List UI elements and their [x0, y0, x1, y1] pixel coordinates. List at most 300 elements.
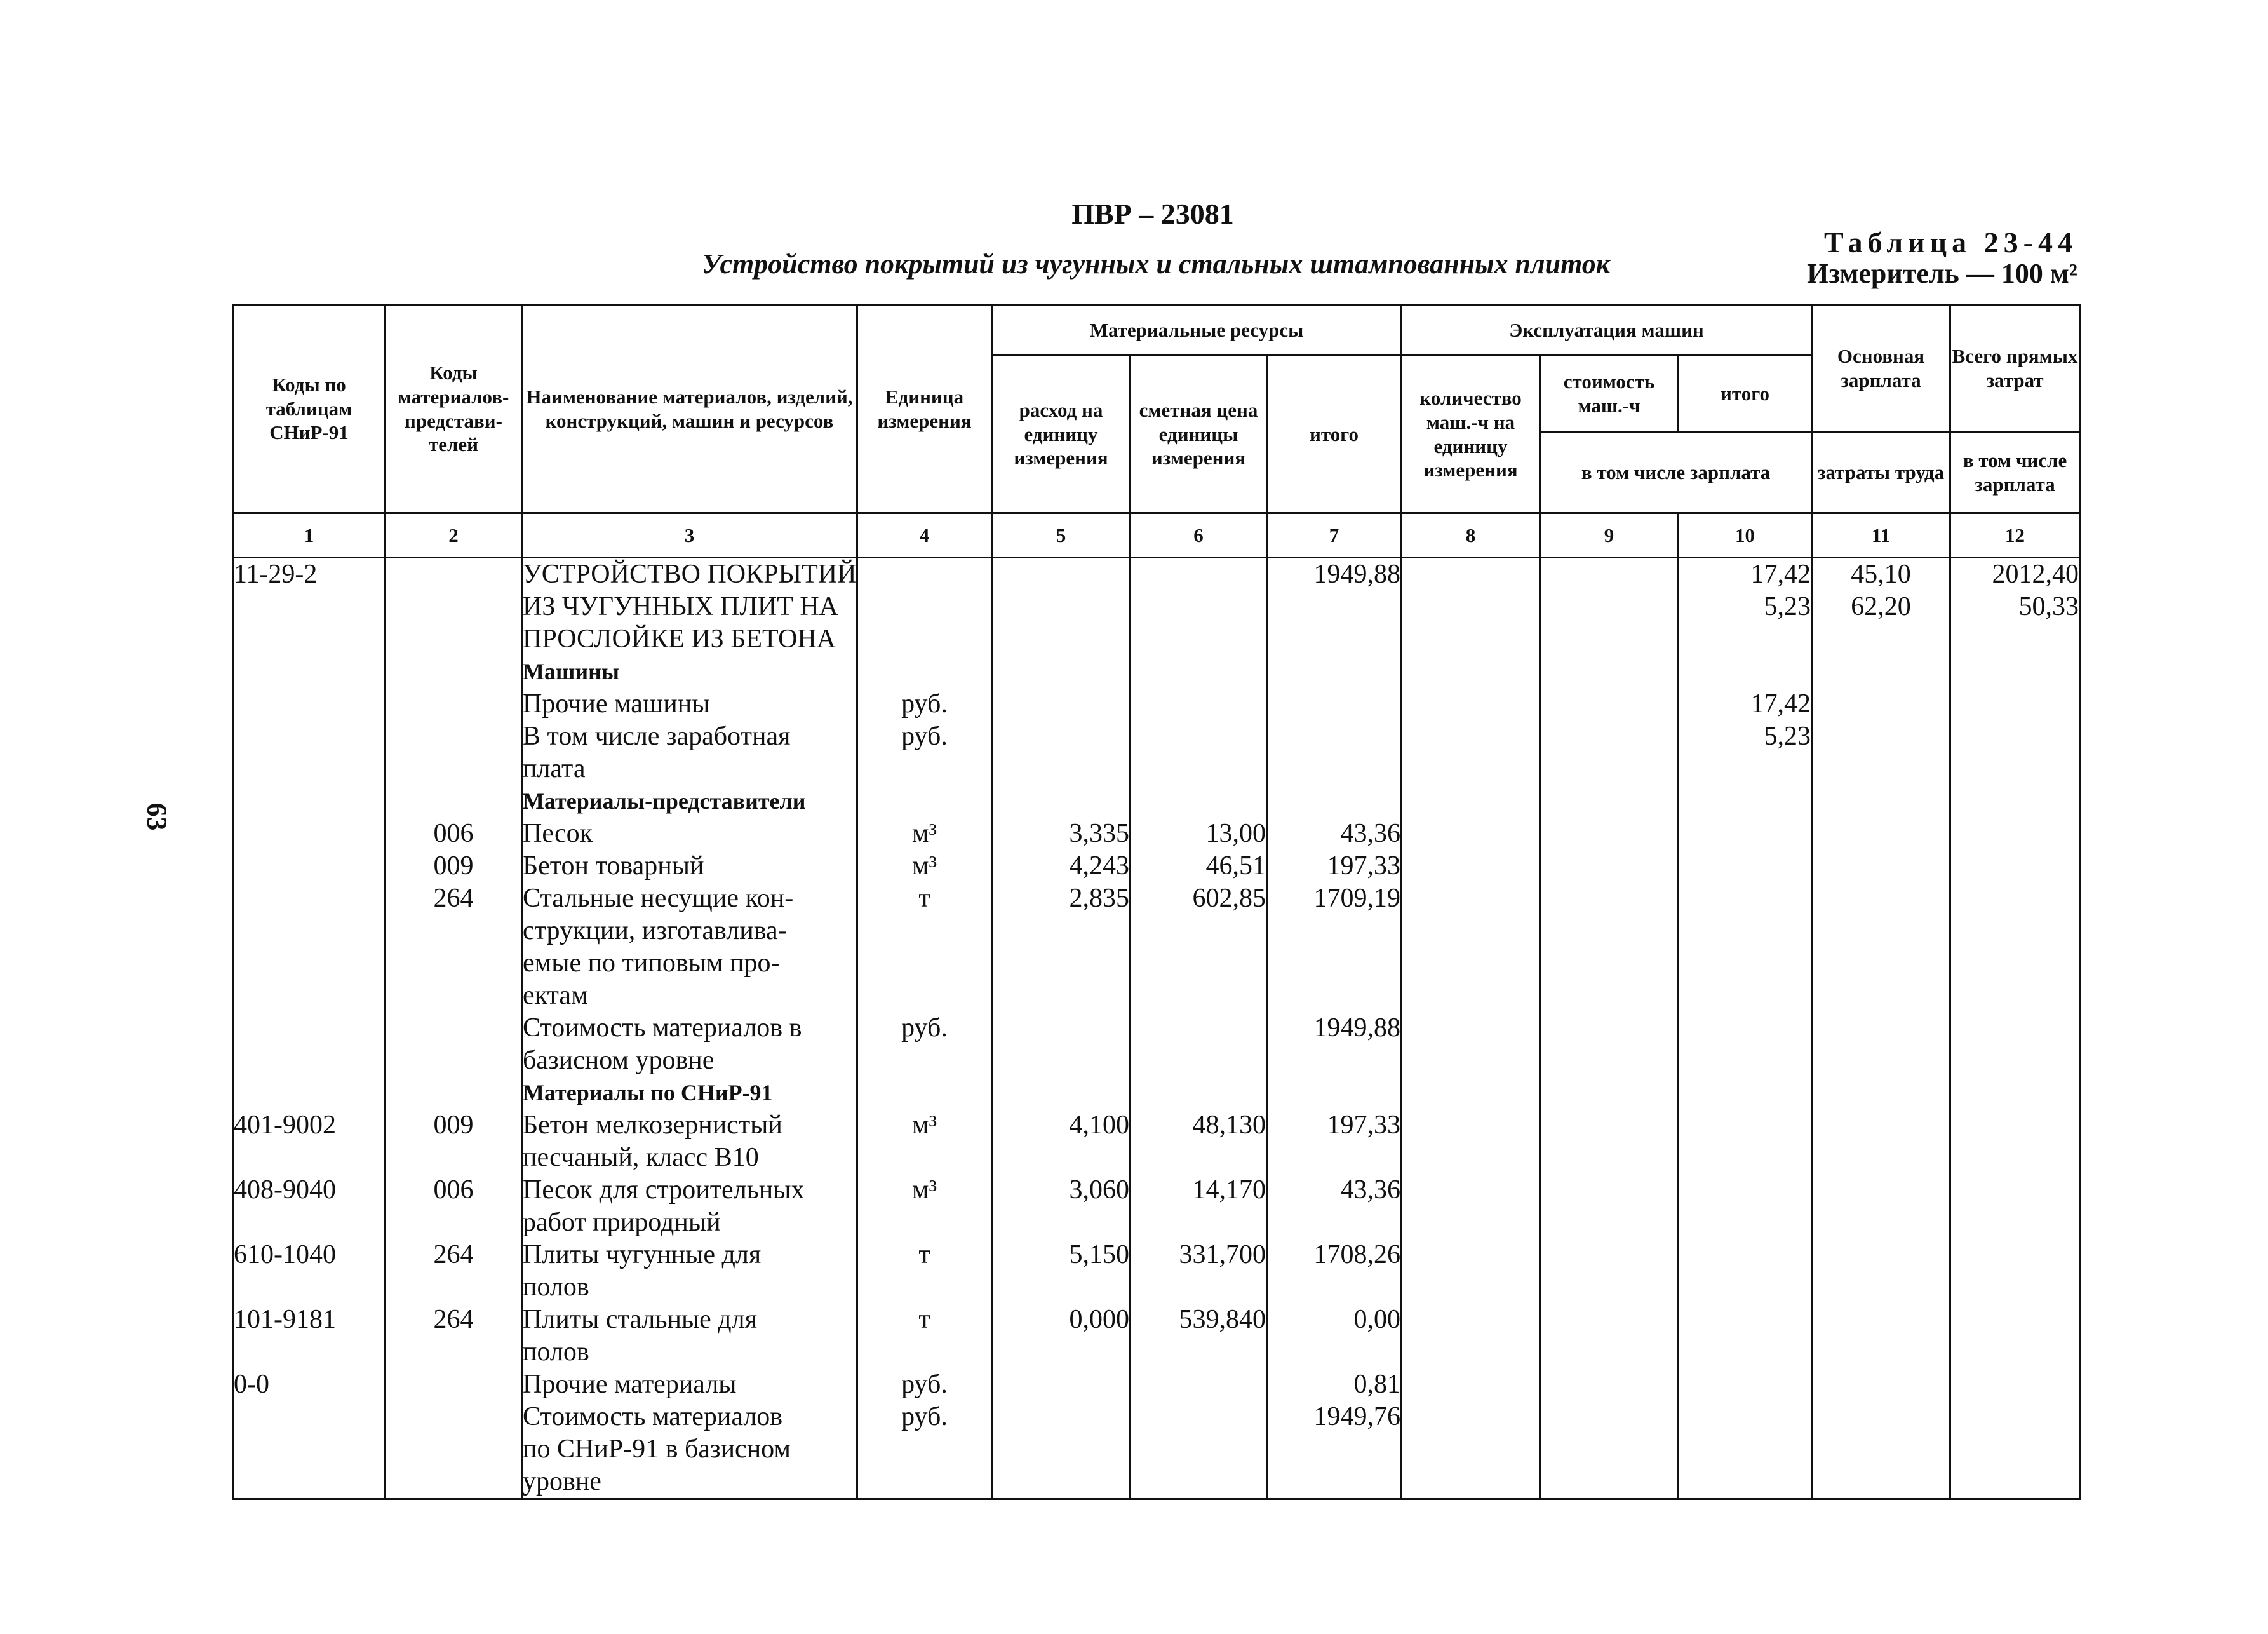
row-code [234, 688, 384, 720]
header-col-9-10-sub: в том числе зарплата [1540, 432, 1812, 513]
row-direct-costs [1951, 1174, 2079, 1206]
row-material-total [1268, 688, 1400, 720]
row-unit: т [918, 1240, 930, 1269]
row-base-salary [1813, 1206, 1949, 1239]
row-machine-total [1679, 1336, 1811, 1368]
row-code [234, 1012, 384, 1044]
row-material-code [386, 1206, 521, 1239]
row-unit-price: 331,700 [1179, 1240, 1266, 1269]
row-machine-total [1679, 1109, 1811, 1142]
row-base-salary [1813, 720, 1949, 753]
row-material-code [386, 1012, 521, 1044]
row-unit-price [1131, 1433, 1266, 1466]
row-name: Машины [523, 659, 619, 684]
header-col-12-top: Всего прямых затрат [1950, 305, 2080, 432]
body-col-machine-cost [1540, 558, 1679, 1499]
row-unit-price [1131, 1142, 1266, 1174]
row-material-code [386, 656, 521, 688]
body-col-codes [233, 558, 386, 1499]
row-direct-costs [1951, 1433, 2079, 1466]
row-machine-total [1679, 656, 1811, 688]
row-direct-costs [1951, 818, 2079, 850]
row-unit: руб. [901, 722, 948, 751]
body-col-material-total [1267, 558, 1402, 1499]
header-col-4: Единица измерения [857, 305, 992, 513]
column-number: 12 [1950, 513, 2080, 558]
header-col-7: итого [1267, 356, 1402, 513]
row-material-total: 197,33 [1327, 851, 1401, 881]
row-unit [858, 623, 991, 656]
row-consumption [993, 591, 1129, 623]
header-col-11-top: Основная зарплата [1812, 305, 1950, 432]
row-name: Стоимость материалов в [523, 1013, 802, 1043]
row-code [234, 915, 384, 947]
column-number: 4 [857, 513, 992, 558]
row-code [234, 591, 384, 623]
row-unit-price [1131, 688, 1266, 720]
column-number: 1 [233, 513, 386, 558]
row-base-salary [1813, 688, 1949, 720]
row-unit [858, 1077, 991, 1109]
row-base-salary [1813, 656, 1949, 688]
row-unit-price [1131, 1401, 1266, 1433]
row-machine-total [1679, 785, 1811, 818]
row-material-code: 009 [433, 851, 474, 881]
row-consumption [993, 1401, 1129, 1433]
row-code [234, 850, 384, 882]
row-direct-costs [1951, 1109, 2079, 1142]
row-name: Плиты стальные для [523, 1305, 757, 1334]
row-material-total: 0,81 [1353, 1370, 1401, 1399]
row-code [234, 882, 384, 915]
row-unit: м³ [911, 1111, 937, 1140]
row-unit: м³ [911, 819, 937, 848]
row-unit-price [1131, 1206, 1266, 1239]
row-direct-costs [1951, 1206, 2079, 1239]
row-material-total [1268, 656, 1400, 688]
row-code [234, 656, 384, 688]
row-machine-total [1679, 1433, 1811, 1466]
row-name: Прочие машины [523, 689, 710, 719]
body-col-units [857, 558, 992, 1499]
body-col-base-salary [1812, 558, 1950, 1499]
row-base-salary [1813, 1368, 1949, 1401]
row-material-code [386, 1077, 521, 1109]
row-unit-price [1131, 1336, 1266, 1368]
row-material-code [386, 1336, 521, 1368]
row-direct-costs [1951, 882, 2079, 915]
header-material-resources: Материальные ресурсы [992, 305, 1402, 356]
row-consumption [993, 947, 1129, 980]
row-consumption [993, 1336, 1129, 1368]
row-material-total [1268, 753, 1400, 785]
body-col-direct-costs [1950, 558, 2080, 1499]
row-unit [858, 980, 991, 1012]
row-consumption [993, 1368, 1129, 1401]
row-unit-price: 13,00 [1205, 819, 1266, 848]
row-material-code [386, 785, 521, 818]
row-consumption: 5,150 [1069, 1240, 1129, 1269]
row-code [234, 1466, 384, 1498]
row-machine-total [1679, 818, 1811, 850]
header-col-1: Коды по таблицам СНиР-91 [233, 305, 386, 513]
row-consumption: 4,100 [1069, 1111, 1129, 1140]
row-machine-total [1679, 1401, 1811, 1433]
column-number: 9 [1540, 513, 1679, 558]
row-name: Песок [523, 819, 593, 848]
row-material-code [386, 1433, 521, 1466]
row-direct-costs [1951, 1304, 2079, 1336]
row-material-total [1268, 1142, 1400, 1174]
row-base-salary [1813, 753, 1949, 785]
table-label: Таблица 23-44 [1823, 226, 2077, 259]
row-material-code: 009 [433, 1111, 474, 1140]
row-material-total [1268, 947, 1400, 980]
row-material-total: 1949,76 [1313, 1402, 1401, 1431]
row-code [234, 947, 384, 980]
row-material-total [1268, 915, 1400, 947]
row-unit [858, 915, 991, 947]
row-base-salary [1813, 1433, 1949, 1466]
row-unit-price [1131, 915, 1266, 947]
document-code: ПВР – 23081 [1071, 198, 1234, 230]
row-material-code [386, 688, 521, 720]
row-unit-price: 602,85 [1192, 884, 1266, 913]
row-name: Материалы по СНиР-91 [523, 1080, 773, 1105]
header-col-2: Коды материалов-представи-телей [386, 305, 522, 513]
row-consumption [993, 1012, 1129, 1044]
row-unit [858, 1336, 991, 1368]
row-direct-costs [1951, 1368, 2079, 1401]
row-unit: руб. [901, 1402, 948, 1431]
row-consumption [993, 1206, 1129, 1239]
row-direct-costs [1951, 688, 2079, 720]
row-material-total: 197,33 [1327, 1111, 1401, 1140]
row-direct-costs [1951, 980, 2079, 1012]
row-consumption [993, 1044, 1129, 1077]
row-material-total: 0,00 [1353, 1305, 1401, 1334]
row-unit-price [1131, 1466, 1266, 1498]
column-number: 5 [992, 513, 1131, 558]
row-material-total: 43,36 [1340, 819, 1401, 848]
row-code [234, 1077, 384, 1109]
row-base-salary [1813, 1012, 1949, 1044]
row-unit [858, 1466, 991, 1498]
header-col-9: стоимость маш.-ч [1540, 356, 1679, 432]
row-consumption [993, 1466, 1129, 1498]
row-base-salary: 45,10 [1851, 560, 1911, 589]
row-base-salary [1813, 915, 1949, 947]
row-machine-total [1679, 1304, 1811, 1336]
row-code: 101-9181 [234, 1305, 336, 1334]
row-unit [858, 785, 991, 818]
row-consumption [993, 980, 1129, 1012]
row-name: базисном уровне [523, 1046, 715, 1075]
row-base-salary [1813, 818, 1949, 850]
row-unit: т [918, 1305, 930, 1334]
row-unit [858, 1206, 991, 1239]
row-consumption [993, 753, 1129, 785]
header-col-8: количество маш.-ч на единицу измерения [1402, 356, 1540, 513]
row-code: 408-9040 [234, 1175, 336, 1205]
row-unit [858, 1271, 991, 1304]
row-unit-price [1131, 1368, 1266, 1401]
row-direct-costs [1951, 720, 2079, 753]
row-base-salary [1813, 850, 1949, 882]
row-direct-costs [1951, 1466, 2079, 1498]
row-code [234, 785, 384, 818]
row-direct-costs: 2012,40 [1992, 560, 2079, 589]
column-number: 10 [1679, 513, 1812, 558]
header-col-10: итого [1679, 356, 1812, 432]
row-material-total: 1708,26 [1313, 1240, 1401, 1269]
page-number: 63 [141, 802, 173, 831]
row-unit [858, 753, 991, 785]
row-unit-price [1131, 1044, 1266, 1077]
row-unit-price [1131, 656, 1266, 688]
row-direct-costs [1951, 656, 2079, 688]
row-unit: м³ [911, 851, 937, 881]
row-code [234, 1271, 384, 1304]
row-material-total [1268, 1466, 1400, 1498]
row-direct-costs [1951, 1142, 2079, 1174]
row-unit-price: 14,170 [1192, 1175, 1266, 1205]
row-direct-costs: 50,33 [2018, 592, 2079, 621]
row-name: Бетон товарный [523, 851, 704, 881]
row-base-salary [1813, 947, 1949, 980]
row-code [234, 1401, 384, 1433]
row-material-code: 264 [433, 1305, 474, 1334]
row-code: 11-29-2 [234, 560, 318, 589]
row-name: В том числе заработная [523, 722, 791, 751]
row-material-total: 1949,88 [1313, 1013, 1401, 1043]
row-machine-total [1679, 1271, 1811, 1304]
body-col-machine-hours [1402, 558, 1540, 1499]
row-direct-costs [1951, 753, 2079, 785]
row-base-salary [1813, 1109, 1949, 1142]
row-machine-total [1679, 1044, 1811, 1077]
row-material-code [386, 1368, 521, 1401]
row-consumption [993, 1077, 1129, 1109]
row-name: УСТРОЙСТВО ПОКРЫТИЙ [523, 560, 857, 589]
body-col-names [522, 558, 857, 1499]
row-material-code [386, 1401, 521, 1433]
document-title: Устройство покрытий из чугунных и стальных штампованных плиток [701, 248, 1611, 280]
row-code [234, 1433, 384, 1466]
row-machine-total [1679, 1239, 1811, 1271]
row-consumption: 2,835 [1069, 884, 1129, 913]
row-machine-total [1679, 1012, 1811, 1044]
row-unit-price: 46,51 [1205, 851, 1266, 881]
row-material-total [1268, 1044, 1400, 1077]
row-name: струкции, изготавлива- [523, 916, 787, 945]
row-consumption: 0,000 [1069, 1305, 1129, 1334]
row-machine-total [1679, 850, 1811, 882]
row-machine-total [1679, 1077, 1811, 1109]
row-unit-price [1131, 1012, 1266, 1044]
row-direct-costs [1951, 1044, 2079, 1077]
row-machine-total [1679, 623, 1811, 656]
row-unit: т [918, 884, 930, 913]
row-machine-total: 17,42 [1750, 689, 1811, 719]
row-consumption [993, 720, 1129, 753]
row-material-code [386, 1271, 521, 1304]
row-unit: м³ [911, 1175, 937, 1205]
row-direct-costs [1951, 1271, 2079, 1304]
column-number: 3 [522, 513, 857, 558]
row-consumption [993, 656, 1129, 688]
row-consumption [993, 785, 1129, 818]
row-base-salary [1813, 980, 1949, 1012]
row-code [234, 1142, 384, 1174]
row-base-salary [1813, 1271, 1949, 1304]
row-unit: руб. [901, 689, 948, 719]
row-unit-price [1131, 558, 1266, 591]
row-material-code [386, 915, 521, 947]
row-consumption [993, 1271, 1129, 1304]
row-direct-costs [1951, 1077, 2079, 1109]
row-name: полов [523, 1273, 589, 1302]
body-col-machine-total [1679, 558, 1812, 1499]
row-machine-total [1679, 1142, 1811, 1174]
row-unit: руб. [901, 1370, 948, 1399]
row-material-total [1268, 1077, 1400, 1109]
row-material-code: 006 [433, 1175, 474, 1205]
row-unit [858, 558, 991, 591]
row-machine-total [1679, 980, 1811, 1012]
row-material-total [1268, 623, 1400, 656]
row-material-code [386, 1142, 521, 1174]
column-number: 7 [1267, 513, 1402, 558]
row-material-code [386, 753, 521, 785]
row-unit-price [1131, 1271, 1266, 1304]
row-material-code [386, 947, 521, 980]
row-base-salary [1813, 1304, 1949, 1336]
row-material-total: 1709,19 [1313, 884, 1401, 913]
row-name: ектам [523, 981, 588, 1010]
row-machine-total [1679, 753, 1811, 785]
row-consumption [993, 1142, 1129, 1174]
row-name: Прочие материалы [523, 1370, 737, 1399]
row-material-code: 006 [433, 819, 474, 848]
row-name: уровне [523, 1467, 601, 1496]
row-machine-total [1679, 1466, 1811, 1498]
row-machine-total [1679, 1206, 1811, 1239]
row-unit-price [1131, 753, 1266, 785]
header-col-3: Наименование материалов, изделий, конструкций, машин и ресурсов [522, 305, 857, 513]
row-consumption: 4,243 [1069, 851, 1129, 881]
row-unit-price [1131, 720, 1266, 753]
row-name: ИЗ ЧУГУННЫХ ПЛИТ НА [523, 592, 839, 621]
row-consumption [993, 623, 1129, 656]
row-base-salary: 62,20 [1851, 592, 1911, 621]
row-material-code [386, 1044, 521, 1077]
row-name: по СНиР-91 в базисном [523, 1435, 791, 1464]
row-name: работ природный [523, 1208, 721, 1237]
row-material-code: 264 [433, 884, 474, 913]
row-material-code [386, 1466, 521, 1498]
row-base-salary [1813, 623, 1949, 656]
row-unit [858, 1044, 991, 1077]
row-name: Стоимость материалов [523, 1402, 783, 1431]
measure-unit: Измеритель — 100 м² [1807, 258, 2077, 289]
row-material-code [386, 623, 521, 656]
row-machine-total: 5,23 [1764, 592, 1811, 621]
row-direct-costs [1951, 947, 2079, 980]
header-col-5: расход на единицу измерения [992, 356, 1131, 513]
row-material-code [386, 558, 521, 591]
row-direct-costs [1951, 915, 2079, 947]
row-code [234, 980, 384, 1012]
row-code: 401-9002 [234, 1111, 336, 1140]
body-col-consumption [992, 558, 1131, 1499]
row-material-total: 1949,88 [1313, 560, 1401, 589]
row-base-salary [1813, 1077, 1949, 1109]
row-unit [858, 947, 991, 980]
header-machine-operation: Эксплуатация машин [1402, 305, 1812, 356]
row-material-total: 43,36 [1340, 1175, 1401, 1205]
row-name: полов [523, 1337, 589, 1367]
row-code [234, 1206, 384, 1239]
row-name: песчаный, класс В10 [523, 1143, 759, 1172]
row-machine-total [1679, 1174, 1811, 1206]
row-unit [858, 656, 991, 688]
column-number: 11 [1812, 513, 1950, 558]
row-material-code [386, 980, 521, 1012]
row-unit [858, 591, 991, 623]
row-base-salary [1813, 1401, 1949, 1433]
row-consumption [993, 915, 1129, 947]
row-base-salary [1813, 1044, 1949, 1077]
row-unit-price [1131, 591, 1266, 623]
row-code: 610-1040 [234, 1240, 336, 1269]
row-direct-costs [1951, 850, 2079, 882]
row-code [234, 753, 384, 785]
row-base-salary [1813, 1142, 1949, 1174]
row-consumption [993, 1433, 1129, 1466]
row-unit: руб. [901, 1013, 948, 1043]
row-material-code: 264 [433, 1240, 474, 1269]
row-name: ПРОСЛОЙКЕ ИЗ БЕТОНА [523, 625, 836, 654]
column-number: 6 [1131, 513, 1267, 558]
row-direct-costs [1951, 1401, 2079, 1433]
row-direct-costs [1951, 1239, 2079, 1271]
row-base-salary [1813, 1466, 1949, 1498]
row-base-salary [1813, 882, 1949, 915]
row-consumption: 3,060 [1069, 1175, 1129, 1205]
row-base-salary [1813, 1336, 1949, 1368]
row-base-salary [1813, 1174, 1949, 1206]
row-machine-total [1679, 882, 1811, 915]
body-col-unit-price [1131, 558, 1267, 1499]
row-name: Бетон мелкозернистый [523, 1111, 782, 1140]
row-machine-total: 5,23 [1764, 722, 1811, 751]
row-consumption [993, 688, 1129, 720]
row-direct-costs [1951, 1336, 2079, 1368]
row-unit [858, 1433, 991, 1466]
row-material-total [1268, 720, 1400, 753]
row-material-total [1268, 980, 1400, 1012]
row-code [234, 1044, 384, 1077]
row-material-total [1268, 785, 1400, 818]
row-unit-price [1131, 785, 1266, 818]
row-unit-price: 539,840 [1179, 1305, 1266, 1334]
row-code [234, 818, 384, 850]
row-name: Материалы-представители [523, 788, 806, 814]
row-machine-total [1679, 947, 1811, 980]
row-name: Стальные несущие кон- [523, 884, 794, 913]
header-col-6: сметная цена единицы измерения [1131, 356, 1267, 513]
